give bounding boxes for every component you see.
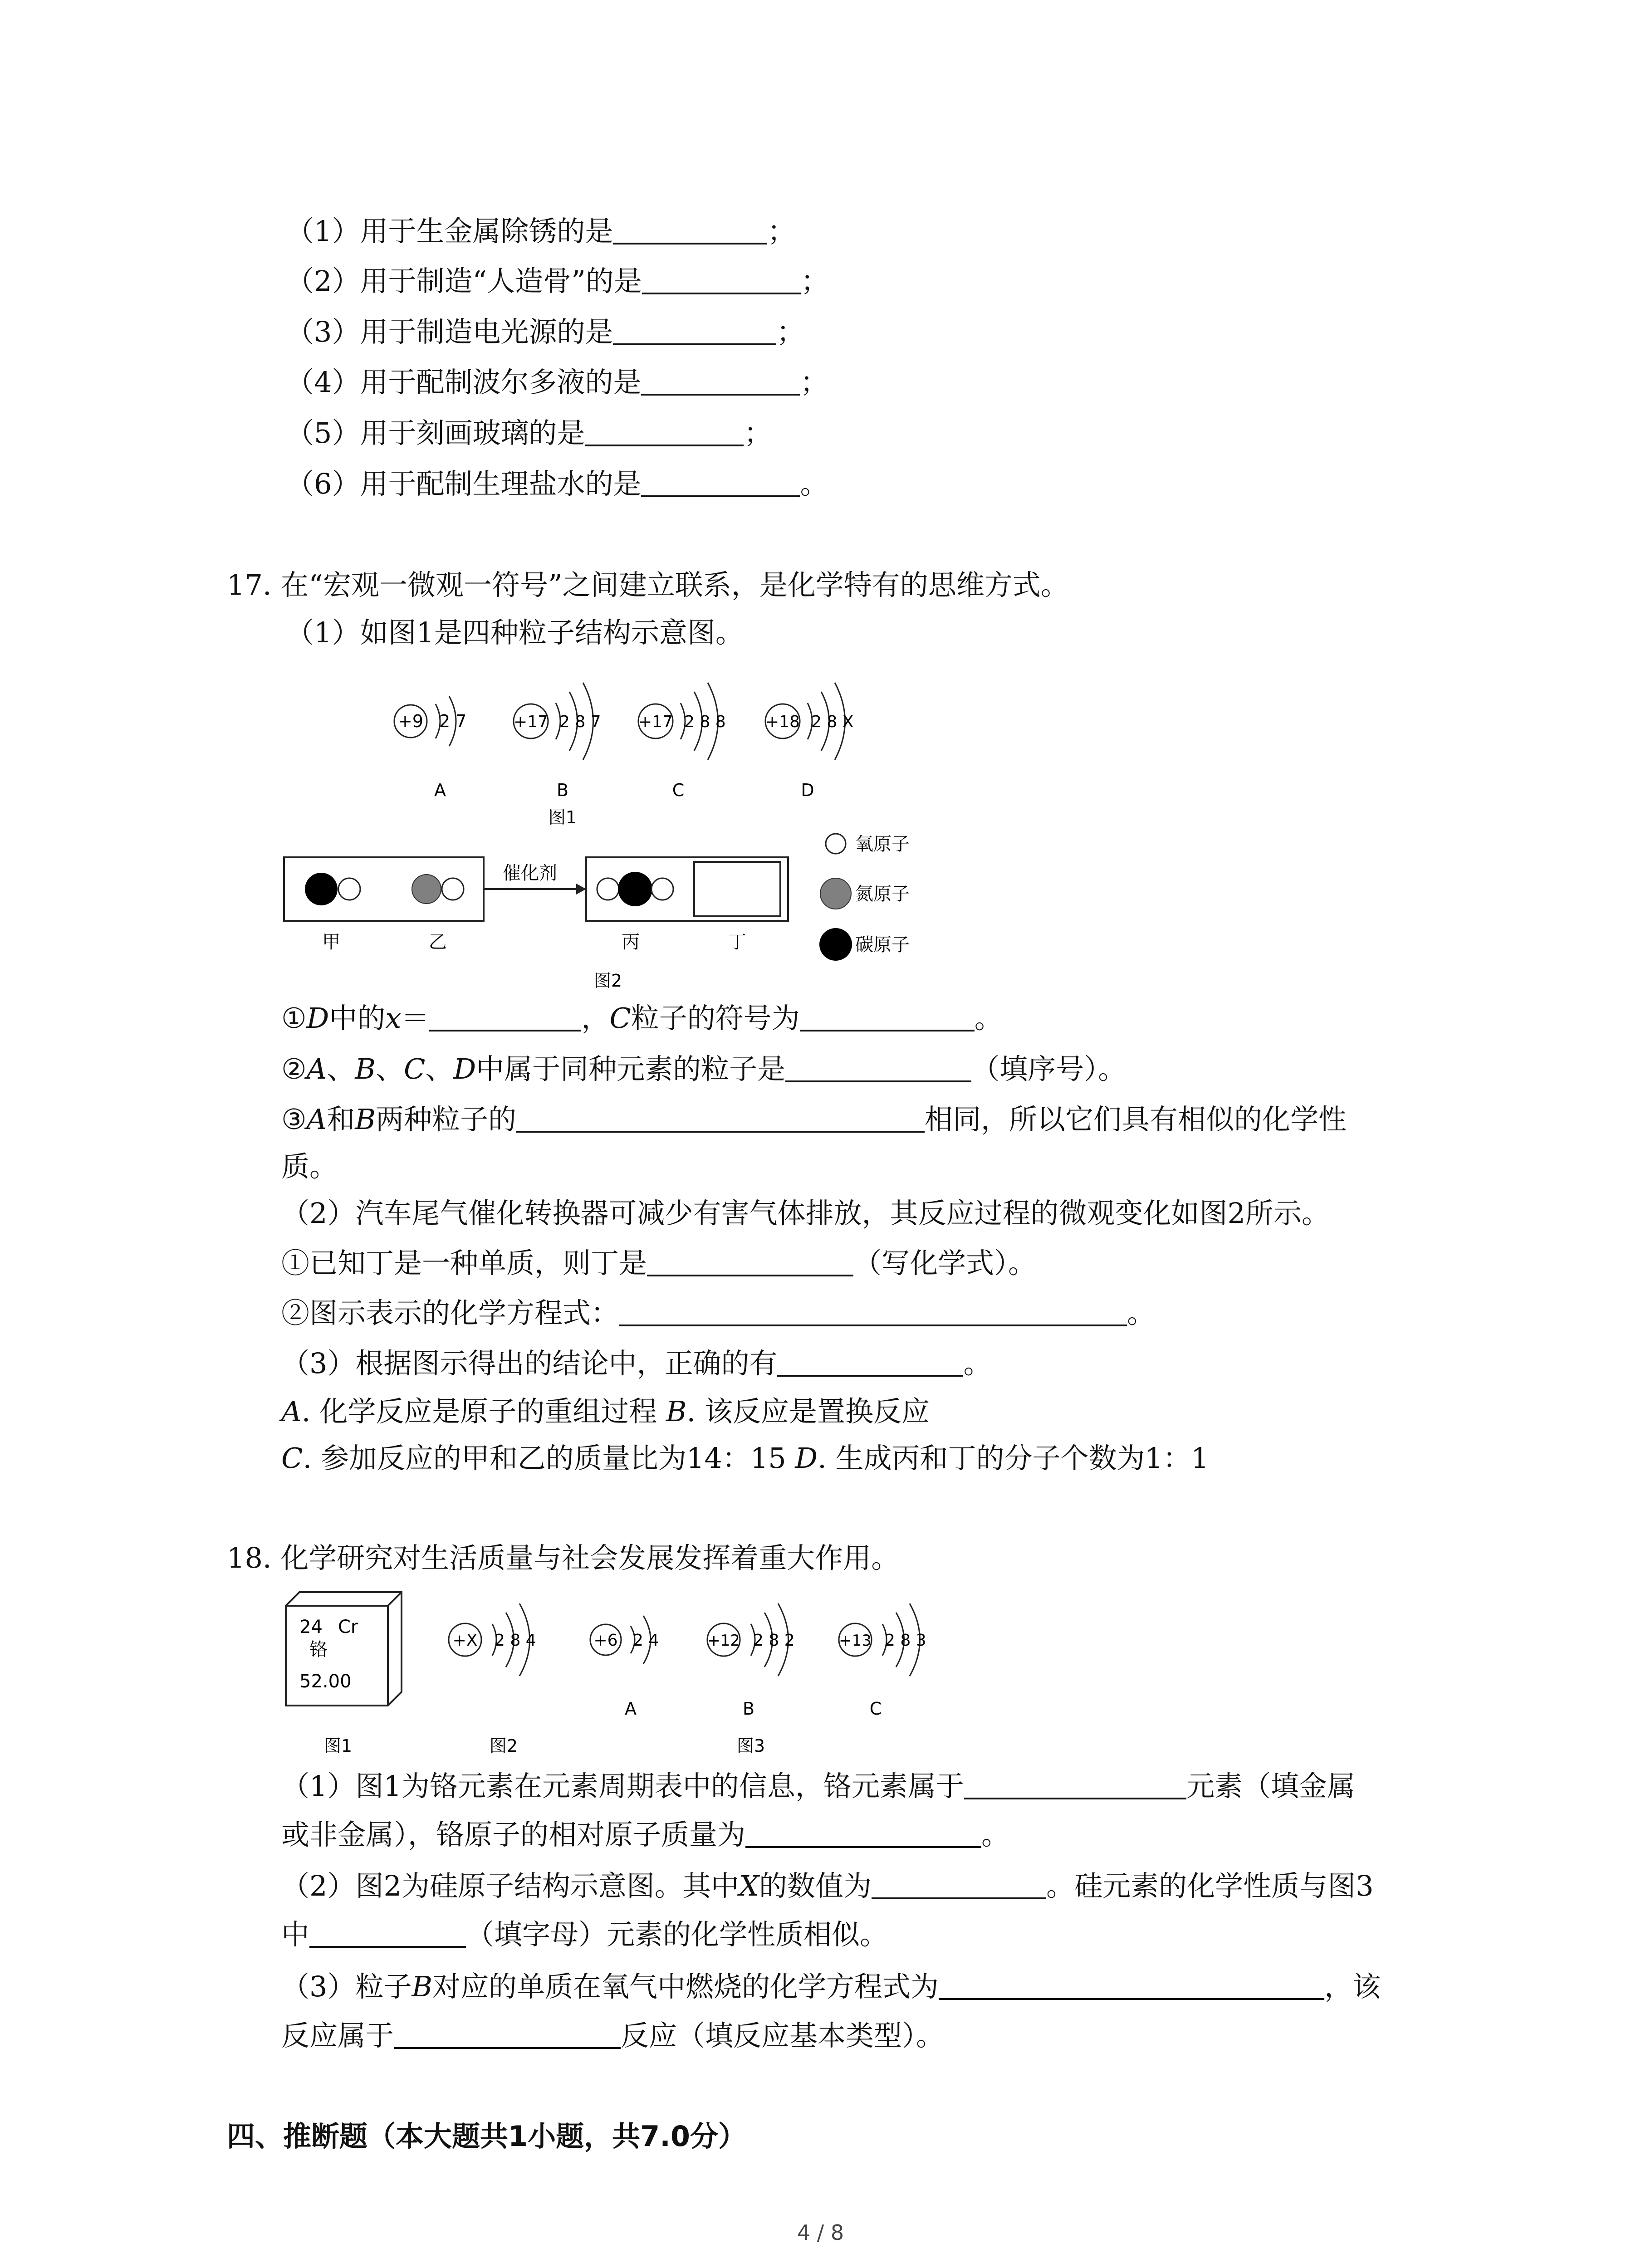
svg-text:2 8 7: 2 8 7 (559, 713, 601, 731)
svg-text:B: B (742, 1699, 755, 1719)
svg-text:+13: +13 (839, 1632, 872, 1650)
svg-text:A: A (434, 780, 446, 800)
q18-part2-line1: （2）图2为硅原子结构示意图。其中X的数值为 。硅元素的化学性质与图3 (281, 1869, 1374, 1902)
atom-diagram-a (394, 696, 466, 800)
atom-diagram-a (590, 1616, 659, 1719)
answer-blank[interactable] (394, 2020, 621, 2049)
svg-text:丙: 丙 (622, 932, 640, 953)
legend (819, 834, 910, 961)
q18-part3-line1: （3）粒子B对应的单质在氧气中燃烧的化学方程式为 ，该 (281, 1970, 1381, 2003)
product-box-ding (694, 862, 780, 916)
molecule-co (305, 873, 360, 905)
q17-stem: 17. 在“宏观一微观一符号”之间建立联系，是化学特有的思维方式。 (227, 568, 1069, 601)
q17-part1: （1）如图1是四种粒子结构示意图。 (286, 616, 744, 649)
q16-item-4: （4）用于配制波尔多液的是 ； (286, 366, 828, 399)
answer-blank[interactable] (641, 468, 800, 497)
answer-blank[interactable] (429, 1002, 581, 1031)
q16-item-2: （2）用于制造“人造骨”的是 ； (286, 264, 829, 298)
q18-part3-line2: 反应属于 反应（填反应基本类型）。 (281, 2019, 945, 2052)
answer-blank[interactable] (964, 1770, 1186, 1799)
q17-figure-1 (381, 653, 907, 826)
answer-blank[interactable] (939, 1971, 1324, 2000)
svg-text:碳原子: 碳原子 (855, 934, 910, 955)
svg-text:B: B (556, 780, 569, 800)
answer-blank[interactable] (641, 367, 800, 396)
figure-caption: 图1 (323, 1736, 353, 1755)
q17-figure-2 (281, 826, 962, 998)
catalyst-label: 催化剂 (503, 863, 557, 884)
figure-caption: 图3 (736, 1736, 765, 1755)
figure-caption: 图2 (593, 971, 622, 991)
q18-part1-line1: （1）图1为铬元素在元素周期表中的信息，铬元素属于 元素（填金属 (281, 1769, 1355, 1803)
q18-figures (281, 1583, 962, 1755)
atom-diagram-d (765, 683, 853, 800)
q18-part2-line2: 中 （填字母）元素的化学性质相似。 (281, 1918, 888, 1951)
q17-options-ab: A. 化学反应是原子的重组过程 B. 该反应是置换反应 (281, 1395, 930, 1428)
answer-blank[interactable] (785, 1053, 971, 1082)
svg-text:+18: +18 (765, 713, 800, 731)
answer-blank[interactable] (613, 316, 776, 345)
page-number: 4 / 8 (797, 2220, 844, 2245)
svg-text:乙: 乙 (429, 932, 447, 953)
answer-blank[interactable] (619, 1297, 1127, 1326)
answer-blank[interactable] (642, 265, 801, 294)
q17-q1c-cont: 质。 (281, 1150, 338, 1183)
answer-blank[interactable] (516, 1104, 925, 1133)
svg-text:C: C (672, 780, 685, 800)
q17-q1a: ①D中的x＝ ，C粒子的符号为 。 (281, 1002, 1003, 1035)
answer-blank[interactable] (800, 1002, 975, 1031)
svg-text:2 8 X: 2 8 X (811, 713, 854, 731)
svg-text:铬: 铬 (309, 1639, 328, 1660)
svg-text:氮原子: 氮原子 (855, 884, 910, 904)
answer-blank[interactable] (872, 1870, 1046, 1899)
q16-item-1: （1）用于生金属除锈的是 ； (286, 215, 796, 248)
q17-part3: （3）根据图示得出的结论中，正确的有 。 (281, 1347, 992, 1380)
q17-q2a: ①已知丁是一种单质，则丁是 （写化学式）。 (281, 1246, 1037, 1280)
svg-text:甲: 甲 (322, 932, 340, 953)
svg-text:2 7: 2 7 (439, 711, 467, 731)
q16-item-3: （3）用于制造电光源的是 ； (286, 315, 805, 348)
molecule-no (412, 875, 464, 904)
figure-caption: 图1 (548, 807, 577, 826)
svg-text:D: D (801, 780, 814, 800)
answer-blank[interactable] (613, 215, 767, 244)
svg-text:丁: 丁 (728, 932, 746, 953)
svg-text:+6: +6 (593, 1631, 618, 1650)
svg-text:+X: +X (452, 1631, 478, 1650)
svg-text:C: C (869, 1699, 882, 1719)
answer-blank[interactable] (647, 1247, 853, 1276)
svg-text:+9: +9 (397, 711, 424, 731)
molecule-co2 (597, 872, 673, 906)
answer-blank[interactable] (309, 1919, 466, 1948)
svg-text:2 8 2: 2 8 2 (753, 1631, 795, 1650)
svg-text:2 4: 2 4 (633, 1631, 659, 1650)
svg-text:A: A (625, 1699, 637, 1719)
svg-text:+17: +17 (638, 713, 673, 731)
q16-item-5: （5）用于刻画玻璃的是 ； (286, 416, 772, 450)
q17-q2b: ②图示表示的化学方程式： 。 (281, 1296, 1156, 1330)
svg-text:Cr: Cr (338, 1617, 358, 1637)
svg-text:氧原子: 氧原子 (855, 834, 910, 855)
q17-options-cd: C. 参加反应的甲和乙的质量比为14：15 D. 生成丙和丁的分子个数为1：1 (281, 1442, 1209, 1475)
periodic-table-cell (286, 1592, 402, 1706)
svg-text:24: 24 (299, 1617, 323, 1637)
svg-text:+17: +17 (514, 713, 548, 731)
section-heading: 四、推断题（本大题共1小题，共7.0分） (227, 2120, 746, 2153)
silicon-atom-diagram (449, 1603, 536, 1676)
q17-q1c: ③A和B两种粒子的 相同，所以它们具有相似的化学性 (281, 1103, 1347, 1136)
q16-item-6: （6）用于配制生理盐水的是 。 (286, 467, 828, 500)
figure-caption: 图2 (489, 1736, 518, 1755)
atom-diagram-b (707, 1603, 795, 1719)
svg-text:+12: +12 (707, 1632, 740, 1650)
q18-stem: 18. 化学研究对生活质量与社会发展发挥着重大作用。 (227, 1541, 900, 1574)
svg-text:2 8 8: 2 8 8 (684, 713, 726, 731)
atom-diagram-b (514, 683, 601, 800)
svg-text:52.00: 52.00 (299, 1671, 352, 1692)
atom-diagram-c (839, 1603, 926, 1719)
svg-text:2 8 3: 2 8 3 (885, 1631, 926, 1650)
svg-text:2 8 4: 2 8 4 (495, 1631, 536, 1650)
q17-part2: （2）汽车尾气催化转换器可减少有害气体排放，其反应过程的微观变化如图2所示。 (281, 1197, 1330, 1230)
answer-blank[interactable] (745, 1819, 981, 1848)
atom-diagram-c (638, 683, 726, 800)
answer-blank[interactable] (585, 417, 744, 446)
q18-part1-line2: 或非金属），铬原子的相对原子质量为 。 (281, 1818, 1010, 1851)
answer-blank[interactable] (777, 1348, 963, 1377)
q17-q1b: ②A、B、C、D中属于同种元素的粒子是 （填序号）。 (281, 1052, 1127, 1085)
